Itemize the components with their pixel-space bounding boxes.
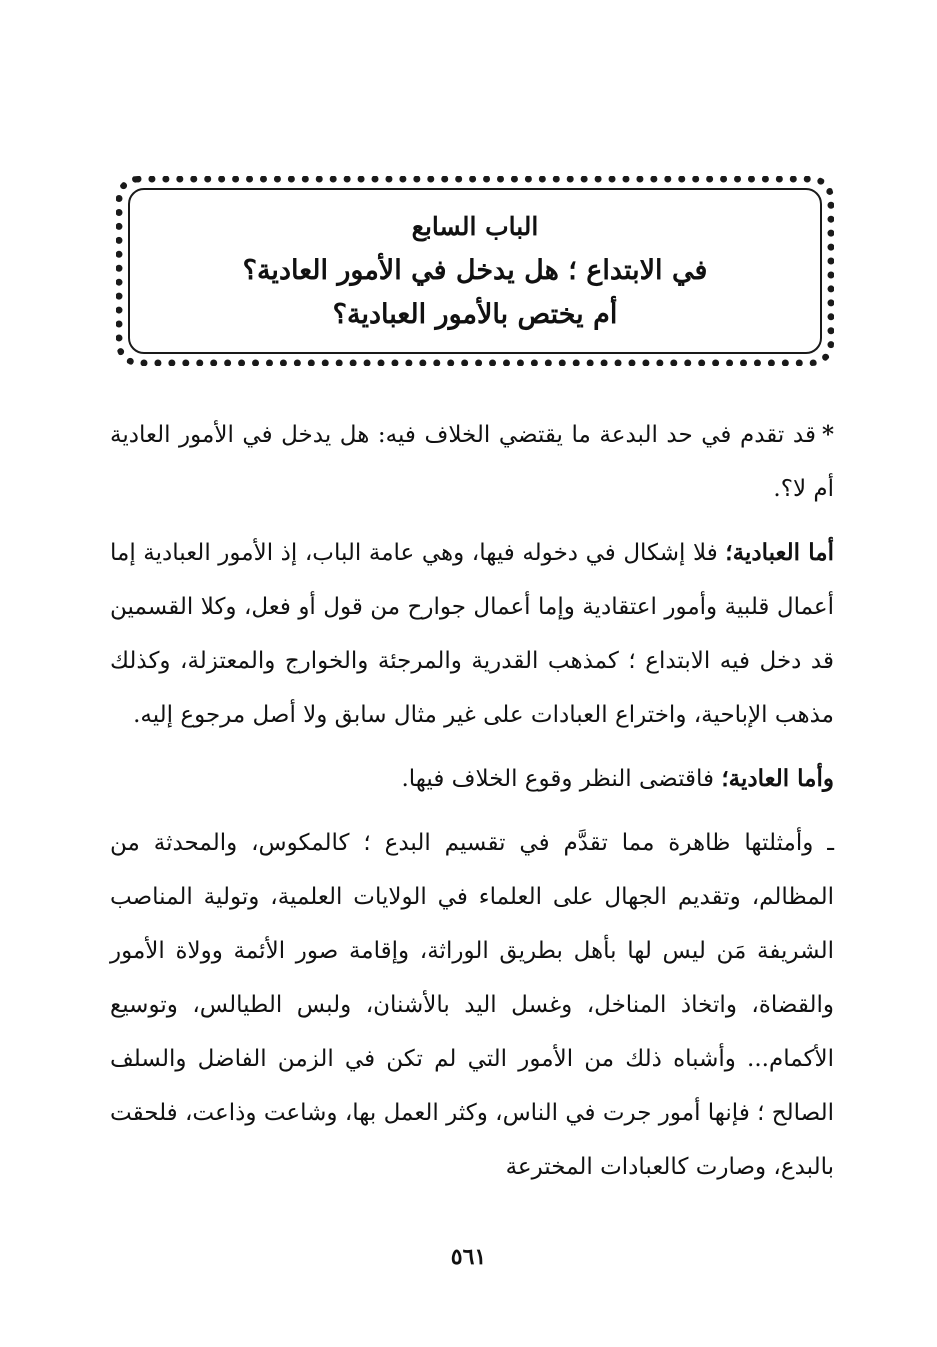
chapter-number: الباب السابع [411, 212, 539, 241]
paragraph-2-text: فلا إشكال في دخوله فيها، وهي عامة الباب، إذ الأمور العبادية إما أعمال قلبية وأمور اعتقادية وإما أعمال جوارح من قول أو فعل، وكلا القسمين قد دخل فيه الابتداع ؛ كمذهب القدرية والمرجئة والخوارج والمعتزلة، وكذلك مذهب الإباحية، واختراع العبادات على غير مثال سابق ولا أصل مرجوع إليه. [110, 540, 834, 728]
paragraph-3-text: فاقتضى النظر وقوع الخلاف فيها. [401, 766, 715, 792]
paragraph-1 [110, 408, 834, 516]
paragraph-2-lead: أما العبادية؛ [725, 539, 835, 566]
paragraph-3 [110, 752, 834, 806]
asterisk-marker: * [821, 421, 834, 448]
chapter-title-line-1: في الابتداع ؛ هل يدخل في الأمور العادية؟ [242, 255, 708, 286]
chapter-title-line-2: أم يختص بالأمور العبادية؟ [332, 299, 618, 330]
page-number: ٥٦١ [450, 1244, 487, 1270]
body-text [110, 408, 834, 1204]
paragraph-1-text: قد تقدم في حد البدعة ما يقتضي الخلاف فيه: هل يدخل في الأمور العادية أم لا؟. [110, 422, 834, 502]
paragraph-4-text: ـ وأمثلتها ظاهرة مما تقدَّم في تقسيم البدع ؛ كالمكوس، والمحدثة من المظالم، وتقديم الجهال على العلماء في الولايات العلمية، وتولية المناصب الشريفة مَن ليس لها بأهل بطريق الوراثة، وإقامة صور الأئمة وولاة الأمور والقضاة، واتخاذ المناخل، وغسل اليد بالأشنان، ولبس الطيالس، وتوسيع الأكمام... وأشباه ذلك من الأمور التي لم تكن في الزمن الفاضل والسلف الصالح ؛ فإنها أمور جرت في الناس، وكثر العمل بها، وشاعت وذاعت، فلحقت بالبدع، وصارت كالعبادات المخترعة [110, 830, 834, 1180]
chapter-heading [128, 188, 822, 354]
paragraph-4 [110, 816, 834, 1194]
paragraph-2 [110, 526, 834, 742]
chapter-heading-frame [116, 176, 834, 366]
paragraph-3-lead: وأما العادية؛ [721, 765, 834, 792]
